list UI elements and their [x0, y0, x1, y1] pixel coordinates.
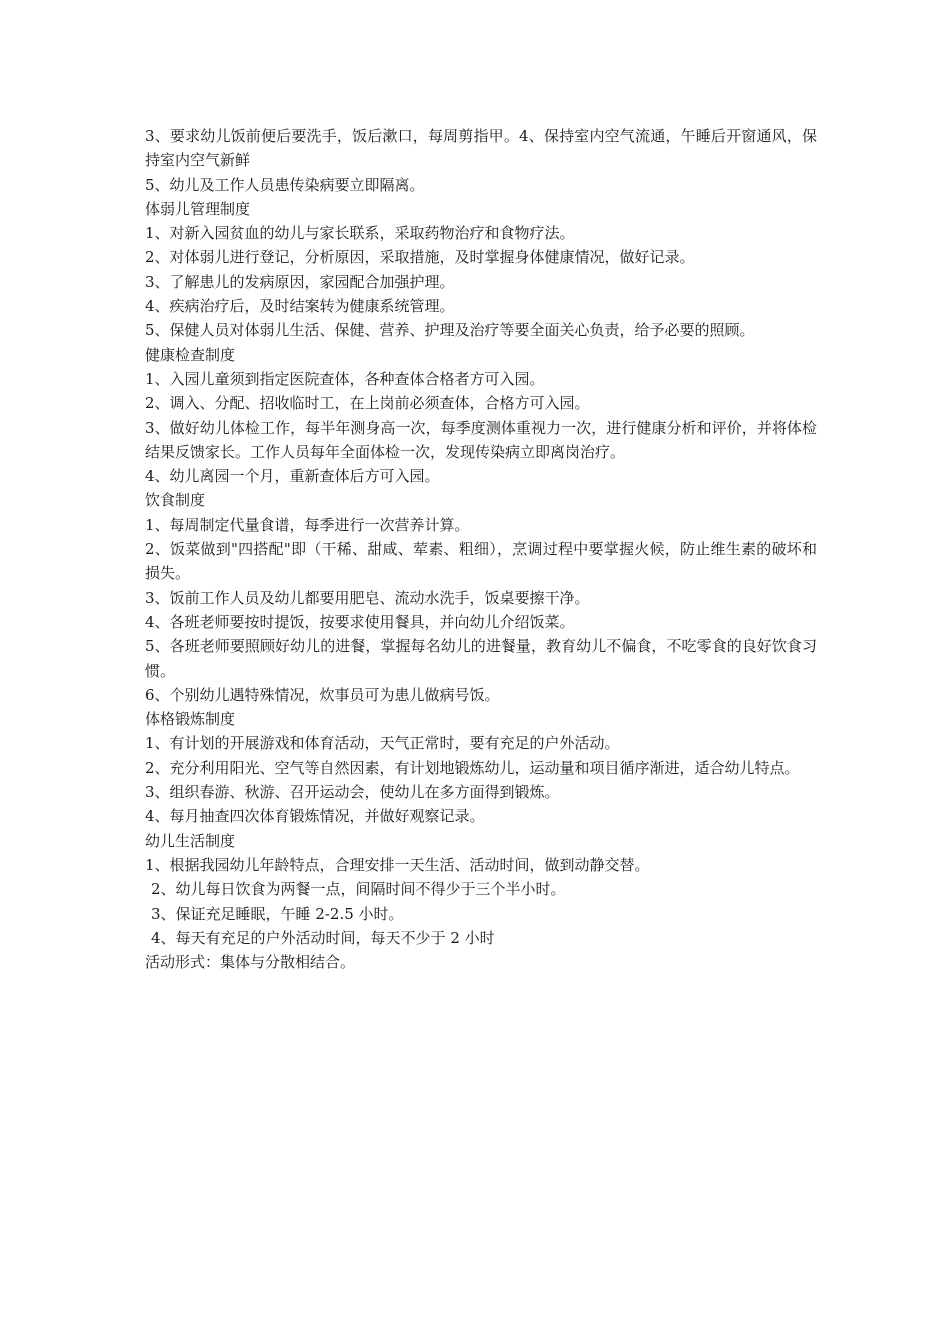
diet-item-3: 3、饭前工作人员及幼儿都要用肥皂、流动水洗手，饭桌要擦干净。 — [145, 588, 590, 607]
daily-life-item-3: 3、保证充足睡眠，午睡 2-2.5 小时。 — [151, 904, 404, 923]
daily-life-item-2: 2、幼儿每日饮食为两餐一点，间隔时间不得少于三个半小时。 — [151, 880, 566, 899]
diet-item-4: 4、各班老师要按时提饭，按要求使用餐具，并向幼儿介绍饭菜。 — [145, 612, 575, 631]
document-page — [145, 124, 817, 974]
health-check-item-1: 1、入园儿童须到指定医院查体，各种查体合格者方可入园。 — [145, 369, 545, 388]
health-check-item-4: 4、幼儿离园一个月，重新查体后方可入园。 — [145, 467, 440, 486]
exercise-item-2: 2、充分利用阳光、空气等自然因素，有计划地锻炼幼儿，运动量和项目循序渐进，适合幼儿特点。 — [145, 758, 800, 777]
activity-form-line: 活动形式：集体与分散相结合。 — [145, 953, 356, 972]
health-check-item-3: 3、做好幼儿体检工作，每半年测身高一次，每季度测体重视力一次，进行健康分析和评价，并将体检结果反馈家长。工作人员每年全面体检一次，发现传染病立即离岗治疗。 — [145, 418, 817, 461]
hygiene-item-5: 5、幼儿及工作人员患传染病要立即隔离。 — [145, 175, 425, 194]
exercise-item-1: 1、有计划的开展游戏和体育活动，天气正常时，要有充足的户外活动。 — [145, 734, 620, 753]
section-heading-daily-life: 幼儿生活制度 — [145, 831, 236, 850]
weak-child-item-2: 2、对体弱儿进行登记，分析原因，采取措施，及时掌握身体健康情况，做好记录。 — [145, 248, 695, 267]
weak-child-item-5: 5、保健人员对体弱儿生活、保健、营养、护理及治疗等要全面关心负责，给予必要的照顾。 — [145, 321, 755, 340]
hygiene-item-3-4: 3、要求幼儿饭前便后要洗手，饭后漱口，每周剪指甲。4、保持室内空气流通，午睡后开窗通风，保持室内空气新鲜 — [145, 127, 817, 170]
weak-child-item-3: 3、了解患儿的发病原因，家园配合加强护理。 — [145, 272, 455, 291]
exercise-item-3: 3、组织春游、秋游、召开运动会，使幼儿在多方面得到锻炼。 — [145, 783, 560, 802]
exercise-item-4: 4、每月抽查四次体育锻炼情况，并做好观察记录。 — [145, 807, 485, 826]
section-heading-weak-child: 体弱儿管理制度 — [145, 199, 251, 218]
section-heading-health-check: 健康检查制度 — [145, 345, 236, 364]
diet-item-2: 2、饭菜做到"四搭配"即（干稀、甜咸、荤素、粗细），烹调过程中要掌握火候，防止维生素的破坏和损失。 — [145, 540, 817, 583]
diet-item-6: 6、个别幼儿遇特殊情况，炊事员可为患儿做病号饭。 — [145, 685, 500, 704]
section-heading-exercise: 体格锻炼制度 — [145, 710, 236, 729]
diet-item-1: 1、每周制定代量食谱，每季进行一次营养计算。 — [145, 515, 470, 534]
diet-item-5: 5、各班老师要照顾好幼儿的进餐，掌握每名幼儿的进餐量，教育幼儿不偏食，不吃零食的良好饮食习惯。 — [145, 637, 817, 680]
health-check-item-2: 2、调入、分配、招收临时工，在上岗前必须查体，合格方可入园。 — [145, 394, 590, 413]
daily-life-item-1: 1、根据我园幼儿年龄特点，合理安排一天生活、活动时间，做到动静交替。 — [145, 855, 650, 874]
daily-life-item-4: 4、每天有充足的户外活动时间，每天不少于 2 小时 — [151, 928, 495, 947]
weak-child-item-1: 1、对新入园贫血的幼儿与家长联系，采取药物治疗和食物疗法。 — [145, 224, 575, 243]
section-heading-diet: 饮食制度 — [145, 491, 206, 510]
weak-child-item-4: 4、疾病治疗后，及时结案转为健康系统管理。 — [145, 297, 455, 316]
